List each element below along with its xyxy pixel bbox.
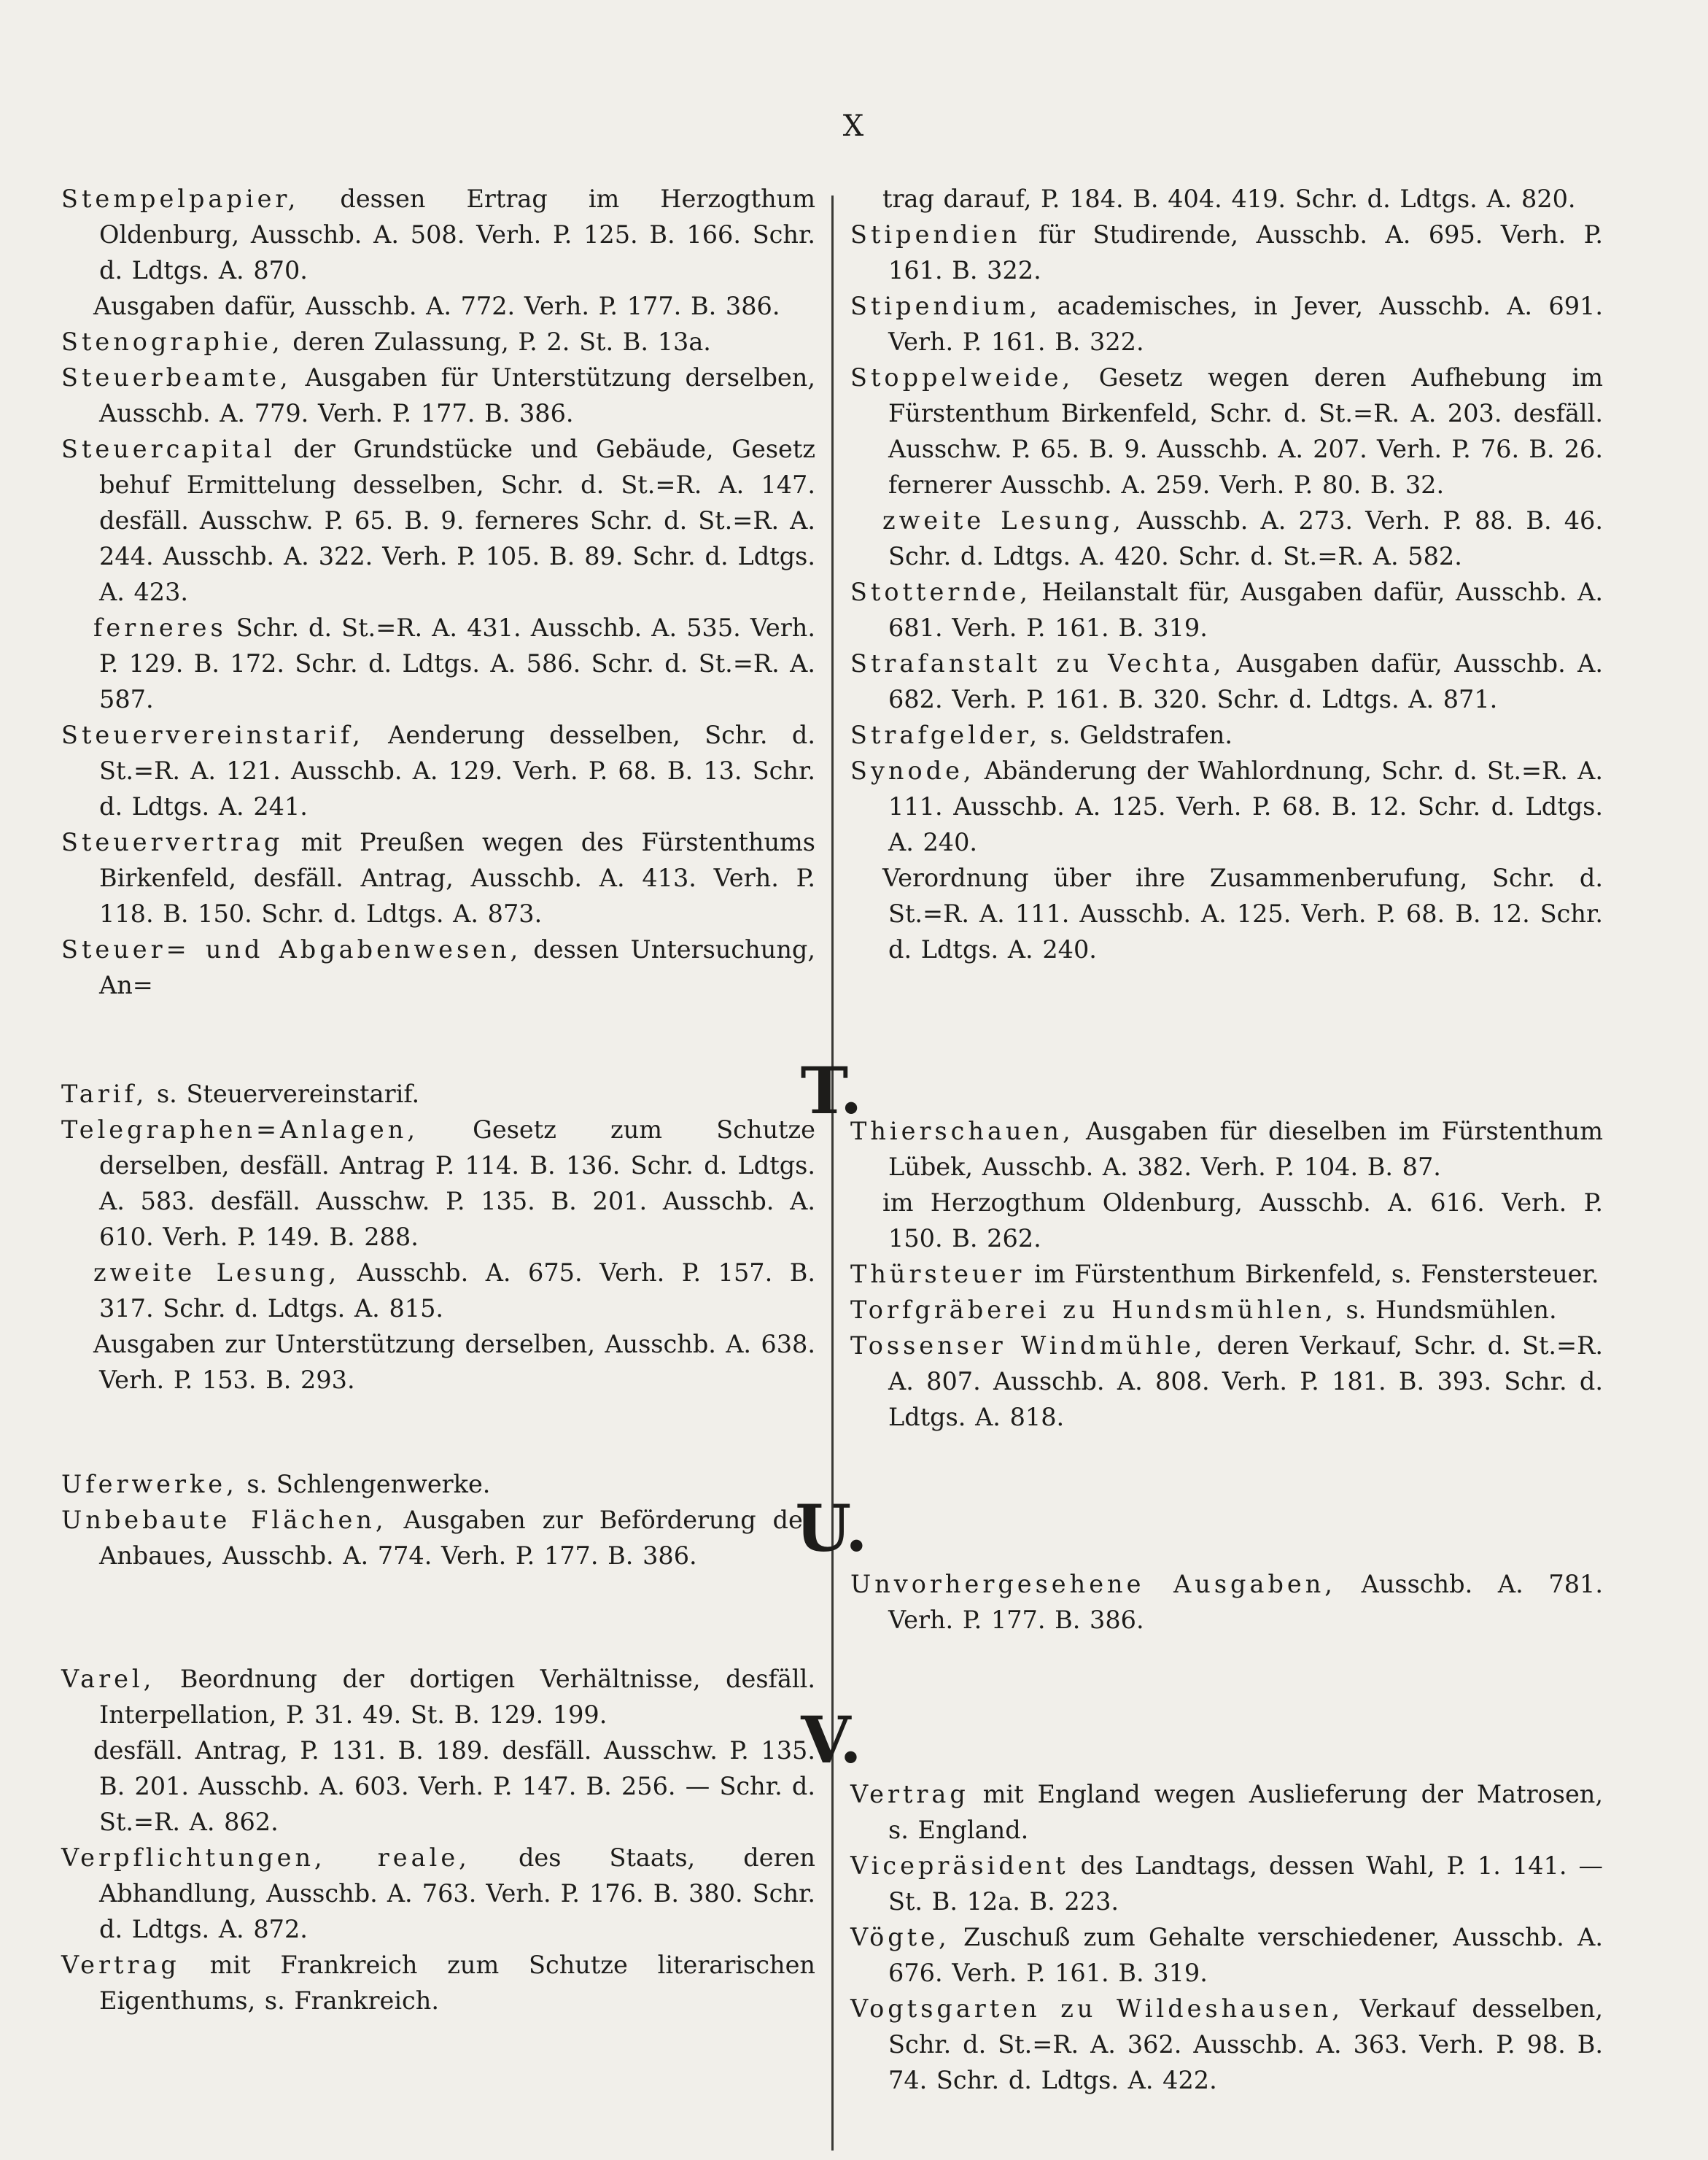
right-u-entries	[850, 1566, 1603, 1638]
index-entry	[850, 503, 1603, 574]
index-entry	[850, 717, 1603, 753]
index-entry-lemma: Vertrag	[850, 1780, 969, 1808]
spacer	[61, 1003, 815, 1076]
index-entry	[61, 1112, 815, 1255]
section-letter-v: V.	[801, 1702, 862, 1778]
index-entry	[61, 1733, 815, 1840]
index-entry	[61, 1076, 815, 1112]
index-entry	[61, 1326, 815, 1398]
index-entry-text: academisches, in Jever, Ausschb. A. 691. Verh. P. 161. B. 322.	[888, 292, 1603, 356]
index-entry-lemma: Steuervereinstarif,	[61, 721, 364, 749]
right-s-entries	[850, 181, 1603, 967]
index-entry-lemma: Uferwerke,	[61, 1470, 238, 1498]
index-entry	[61, 1255, 815, 1326]
index-entry-text: trag darauf, P. 184. B. 404. 419. Schr. d. Ldtgs. A. 820.	[882, 185, 1576, 213]
index-entry-lemma: Telegraphen=Anlagen,	[61, 1115, 419, 1144]
index-entry-lemma: Tarif,	[61, 1080, 148, 1108]
index-entry	[61, 324, 815, 360]
spacer	[61, 1398, 815, 1466]
index-entry-text: Ausgaben für dieselben im Fürstenthum Lübek, Ausschb. A. 382. Verh. P. 104. B. 87.	[888, 1117, 1603, 1181]
index-entry	[850, 360, 1603, 503]
index-entry	[850, 860, 1603, 967]
index-entry-text: für Studirende, Ausschb. A. 695. Verh. P. 161. B. 322.	[888, 220, 1603, 284]
spacer	[850, 1435, 1603, 1566]
index-entry-lemma: Steuerbeamte,	[61, 363, 292, 392]
index-entry-lemma: Steuercapital	[61, 435, 276, 463]
index-entry	[850, 1292, 1603, 1328]
index-entry-lemma: zweite Lesung,	[882, 506, 1125, 535]
spacer	[850, 1638, 1603, 1776]
index-entry-text: des Staats, deren Abhandlung, Ausschb. A. 763. Verh. P. 176. B. 380. Schr. d. Ldtgs. A. 872.	[99, 1843, 815, 1943]
index-entry	[850, 753, 1603, 860]
index-entry-text: Gesetz zum Schutze derselben, desfäll. Antrag P. 114. B. 136. Schr. d. Ldtgs. A. 583. desfäll. Ausschw. P. 135. B. 201. Ausschb. A. 610. Verh. P. 149. B. 288.	[99, 1115, 815, 1251]
index-entry	[850, 288, 1603, 360]
index-entry-lemma: Verpflichtungen, reale,	[61, 1843, 470, 1872]
index-entry	[61, 824, 815, 932]
index-entry	[61, 610, 815, 717]
index-entry-lemma: Stoppelweide,	[850, 363, 1074, 392]
index-entry-text: mit England wegen Auslieferung der Matrosen, s. England.	[888, 1780, 1603, 1844]
index-entry-lemma: Synode,	[850, 756, 975, 785]
index-entry-text: desfäll. Antrag, P. 131. B. 189. desfäll. Ausschw. P. 135. B. 201. Ausschb. A. 603. Verh. P. 147. B. 256. — Schr. d. St.=R. A. 862.	[93, 1736, 815, 1836]
index-entry	[61, 1947, 815, 2018]
index-entry-text: des Landtags, dessen Wahl, P. 1. 141. — St. B. 12a. B. 223.	[888, 1851, 1603, 1916]
index-entry	[850, 1185, 1603, 1256]
column-divider	[831, 196, 834, 2151]
index-entry	[850, 217, 1603, 288]
index-entry-text: im Fürstenthum Birkenfeld, s. Fenstersteuer.	[1025, 1260, 1599, 1288]
index-entry	[850, 1848, 1603, 1919]
index-entry-text: Ausgaben zur Unterstützung derselben, Ausschb. A. 638. Verh. P. 153. B. 293.	[93, 1330, 815, 1394]
index-entry	[61, 360, 815, 431]
index-entry	[61, 431, 815, 610]
left-s-entries	[61, 181, 815, 1003]
index-entry	[61, 1502, 815, 1573]
index-entry-lemma: Stotternde,	[850, 578, 1031, 606]
index-entry	[850, 1566, 1603, 1638]
index-entry	[850, 1991, 1603, 2098]
left-u-entries	[61, 1466, 815, 1573]
index-entry-text: mit Preußen wegen des Fürstenthums Birkenfeld, desfäll. Antrag, Ausschb. A. 413. Verh. P. 118. B. 150. Schr. d. Ldtgs. A. 873.	[99, 828, 815, 928]
index-entry-lemma: Thierschauen,	[850, 1117, 1074, 1145]
page-number: X	[842, 109, 866, 143]
index-entry-lemma: Strafanstalt zu Vechta,	[850, 649, 1225, 678]
index-entry-text: Gesetz wegen deren Aufhebung im Fürstenthum Birkenfeld, Schr. d. St.=R. A. 203. desfäll. Ausschw. P. 65. B. 9. Ausschb. A. 207. Verh. P. 76. B. 26. fernerer Ausschb. A. 259. Verh. P. 80. B. 32.	[888, 363, 1603, 499]
spacer	[850, 967, 1603, 1113]
index-entry	[61, 1661, 815, 1733]
index-entry-lemma: Stempelpapier,	[61, 185, 300, 213]
index-entry-lemma: Vogtsgarten zu Wildeshausen,	[850, 1994, 1344, 2023]
index-entry-text: Zuschuß zum Gehalte verschiedener, Ausschb. A. 676. Verh. P. 161. B. 319.	[888, 1923, 1603, 1987]
index-entry	[850, 646, 1603, 717]
index-entry	[850, 1113, 1603, 1185]
index-entry-lemma: Vögte,	[850, 1923, 950, 1951]
index-entry-lemma: zweite Lesung,	[93, 1258, 341, 1287]
right-column	[850, 181, 1603, 2098]
right-v-entries	[850, 1776, 1603, 2098]
index-entry-text: dessen Ertrag im Herzogthum Oldenburg, Ausschb. A. 508. Verh. P. 125. B. 166. Schr. d. Ldtgs. A. 870.	[99, 185, 815, 284]
index-entry-lemma: Stipendien	[850, 220, 1021, 249]
index-entry-lemma: Unbebaute Flächen,	[61, 1506, 387, 1534]
index-entry	[61, 288, 815, 324]
index-entry-text: Aenderung desselben, Schr. d. St.=R. A. 121. Ausschb. A. 129. Verh. P. 68. B. 13. Schr. d. Ldtgs. A. 241.	[99, 721, 815, 821]
index-entry-text: dessen Untersuchung, An=	[99, 935, 815, 999]
index-entry	[61, 932, 815, 1003]
index-entry-lemma: Stenographie,	[61, 328, 284, 356]
index-entry-lemma: Unvorhergesehene Ausgaben,	[850, 1570, 1336, 1598]
index-entry-text: Beordnung der dortigen Verhältnisse, desfäll. Interpellation, P. 31. 49. St. B. 129. 199.	[99, 1665, 815, 1729]
left-t-entries	[61, 1076, 815, 1398]
index-entry-text: Ausgaben dafür, Ausschb. A. 682. Verh. P. 161. B. 320. Schr. d. Ldtgs. A. 871.	[888, 649, 1603, 713]
index-entry-text: der Grundstücke und Gebäude, Gesetz behuf Ermittelung desselben, Schr. d. St.=R. A. 147. desfäll. Ausschw. P. 65. B. 9. ferneres Schr. d. St.=R. A. 244. Ausschb. A. 322. Verh. P. 105. B. 89. Schr. d. Ldtgs. A. 423.	[99, 435, 815, 606]
index-entry-lemma: Steuer= und Abgabenwesen,	[61, 935, 522, 964]
index-entry	[61, 717, 815, 824]
index-entry-text: s. Hundsmühlen.	[1336, 1296, 1557, 1324]
index-entry-text: Ausgaben für Unterstützung derselben, Ausschb. A. 779. Verh. P. 177. B. 386.	[99, 363, 815, 427]
spacer	[61, 1573, 815, 1661]
index-entry	[850, 1776, 1603, 1848]
index-entry-lemma: Steuervertrag	[61, 828, 284, 856]
left-v-entries	[61, 1661, 815, 2018]
index-entry-text: Ausgaben dafür, Ausschb. A. 772. Verh. P. 177. B. 386.	[93, 292, 780, 320]
index-entry-text: Verordnung über ihre Zusammenberufung, Schr. d. St.=R. A. 111. Ausschb. A. 125. Verh. P. 68. B. 12. Schr. d. Ldtgs. A. 240.	[882, 864, 1603, 964]
index-entry-text: Ausschb. A. 781. Verh. P. 177. B. 386.	[888, 1570, 1603, 1634]
section-letter-u: U.	[795, 1490, 868, 1566]
right-t-entries	[850, 1113, 1603, 1435]
index-entry-lemma: ferneres	[93, 613, 227, 642]
index-entry-lemma: Vicepräsident	[850, 1851, 1069, 1880]
index-entry-text: s. Steuervereinstarif.	[147, 1080, 420, 1108]
index-entry-text: mit Frankreich zum Schutze literarischen Eigenthums, s. Frankreich.	[99, 1951, 815, 2015]
index-entry-lemma: Tossenser Windmühle,	[850, 1331, 1206, 1360]
index-entry	[61, 1840, 815, 1947]
index-entry	[61, 181, 815, 288]
index-entry-lemma: Vertrag	[61, 1951, 180, 1979]
index-entry-text: Abänderung der Wahlordnung, Schr. d. St.=R. A. 111. Ausschb. A. 125. Verh. P. 68. B. 12. Schr. d. Ldtgs. A. 240.	[888, 756, 1603, 856]
index-entry	[850, 1919, 1603, 1991]
index-entry-text: Ausschb. A. 675. Verh. P. 157. B. 317. Schr. d. Ldtgs. A. 815.	[99, 1258, 815, 1323]
index-entry-text: Heilanstalt für, Ausgaben dafür, Ausschb. A. 681. Verh. P. 161. B. 319.	[888, 578, 1603, 642]
index-entry-text: s. Schlengenwerke.	[237, 1470, 491, 1498]
index-entry	[850, 574, 1603, 646]
index-entry	[850, 1328, 1603, 1435]
index-entry-lemma: Stipendium,	[850, 292, 1041, 320]
index-entry-text: Ausgaben zur Beförderung des Anbaues, Ausschb. A. 774. Verh. P. 177. B. 386.	[99, 1506, 815, 1570]
index-entry-text: deren Verkauf, Schr. d. St.=R. A. 807. Ausschb. A. 808. Verh. P. 181. B. 393. Schr. d. Ldtgs. A. 818.	[888, 1331, 1603, 1431]
index-entry-text: im Herzogthum Oldenburg, Ausschb. A. 616. Verh. P. 150. B. 262.	[882, 1188, 1603, 1253]
index-entry-text: deren Zulassung, P. 2. St. B. 13a.	[283, 328, 711, 356]
index-entry-text: s. Geldstrafen.	[1041, 721, 1233, 749]
index-entry-text: Verkauf desselben, Schr. d. St.=R. A. 362. Ausschb. A. 363. Verh. P. 98. B. 74. Schr. d. Ldtgs. A. 422.	[888, 1994, 1603, 2094]
index-entry	[850, 1256, 1603, 1292]
section-letter-t: T.	[800, 1053, 863, 1129]
index-entry	[850, 181, 1603, 217]
index-entry-text: Ausschb. A. 273. Verh. P. 88. B. 46. Schr. d. Ldtgs. A. 420. Schr. d. St.=R. A. 582.	[888, 506, 1603, 570]
index-entry-lemma: Torfgräberei zu Hundsmühlen,	[850, 1296, 1337, 1324]
index-entry-lemma: Thürsteuer	[850, 1260, 1025, 1288]
left-column	[61, 181, 815, 2018]
index-entry-lemma: Strafgelder,	[850, 721, 1041, 749]
index-entry	[61, 1466, 815, 1502]
index-entry-lemma: Varel,	[61, 1665, 155, 1693]
index-entry-text: Schr. d. St.=R. A. 431. Ausschb. A. 535. Verh. P. 129. B. 172. Schr. d. Ldtgs. A. 586. Schr. d. St.=R. A. 587.	[99, 613, 815, 713]
